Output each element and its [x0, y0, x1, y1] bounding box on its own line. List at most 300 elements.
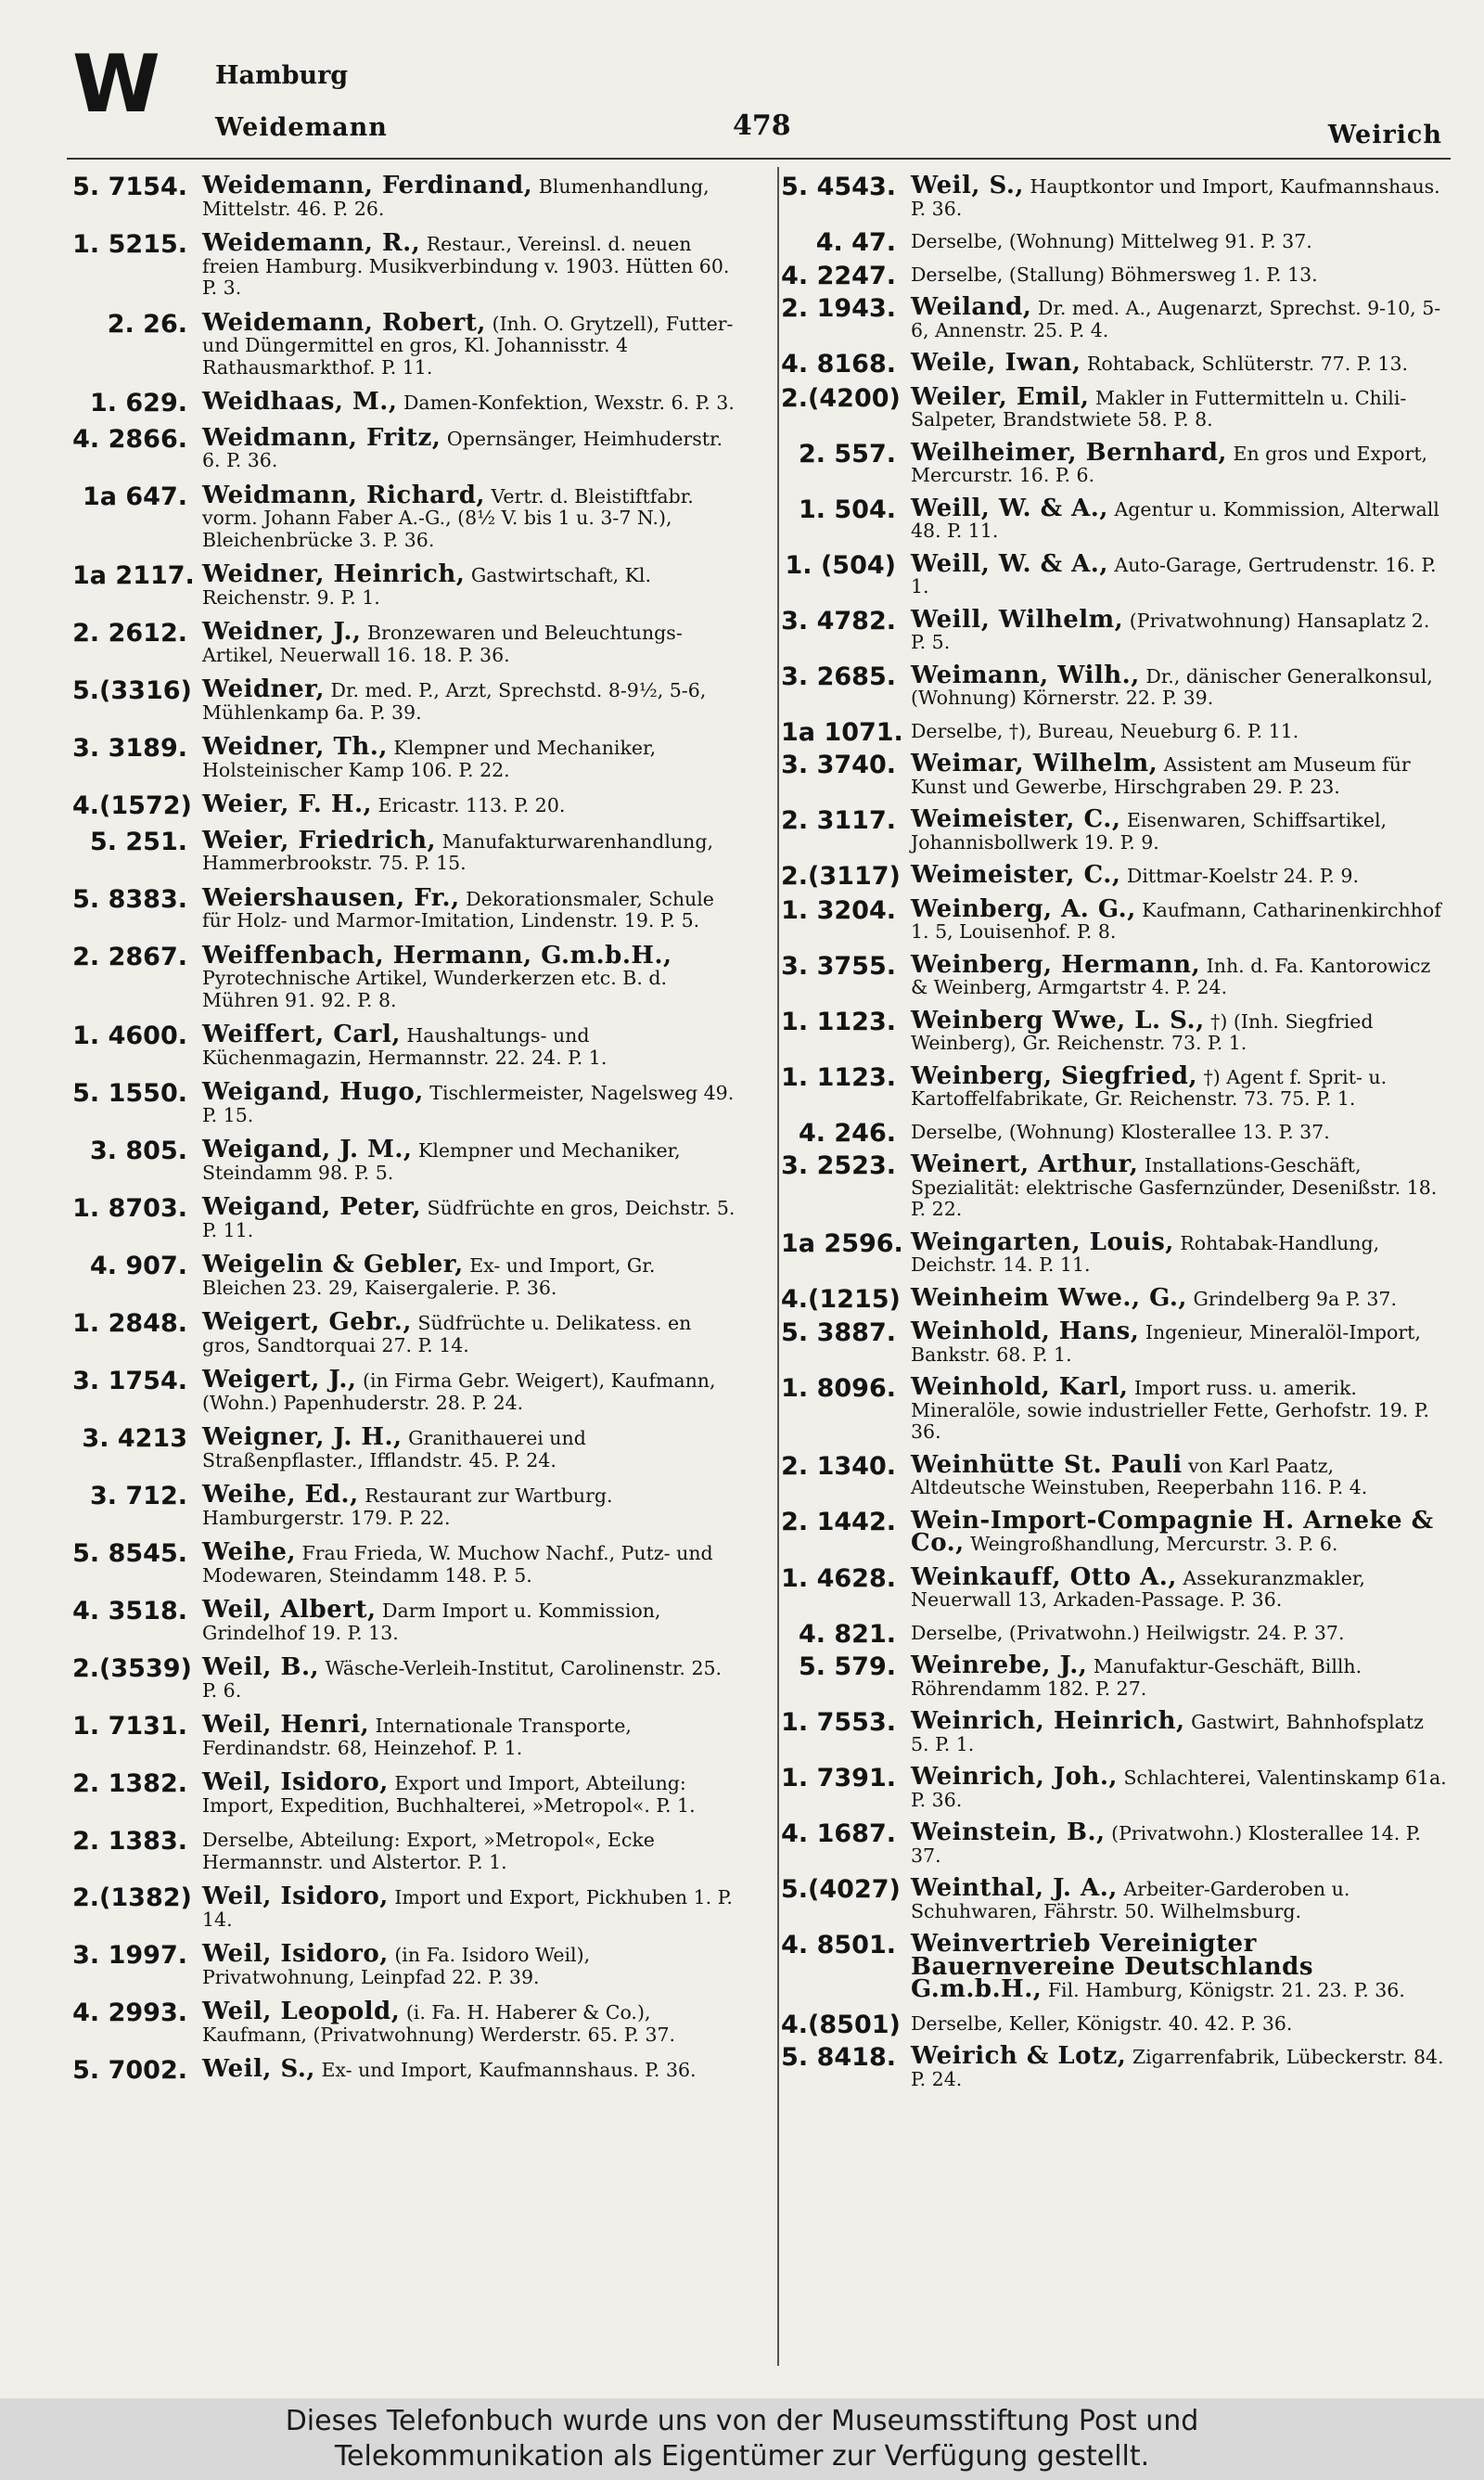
section-letter: W — [72, 38, 157, 131]
entry-text — [911, 495, 1447, 543]
city-name: Hamburg — [215, 61, 349, 90]
footer-line-2: Telekommunikation als Eigentümer zur Verfügung gestellt. — [334, 2440, 1150, 2473]
entry-text — [202, 1482, 742, 1529]
phone-number: 4. 2247. — [781, 261, 896, 290]
subscriber-name: Weinberg, A. G., — [911, 894, 1136, 923]
entry-text — [911, 1652, 1447, 1700]
entry-details: Weingroßhandlung, Mercurstr. 3. P. 6. — [970, 1533, 1338, 1555]
phone-number: 1. 8703. — [72, 1194, 187, 1223]
entry-text — [202, 828, 742, 875]
entry-details: Grindelberg 9a P. 37. — [1193, 1287, 1397, 1310]
phone-number: 1. 3204. — [781, 895, 896, 925]
phone-number: 4.(8501) — [781, 2010, 901, 2039]
footer-notice — [0, 2398, 1484, 2480]
phone-number: 5.(4027) — [781, 1875, 901, 1904]
entry-text — [202, 310, 742, 379]
directory-entry — [72, 1424, 742, 1471]
entry-text — [911, 1875, 1447, 1922]
entry-details: Vertr. d. Bleistiftfabr. vorm. Johann Faber A.-G., (8½ V. bis 1 u. 3-7 N.), Bleichenbrücke 3. P. 36. — [202, 484, 694, 551]
subscriber-name: Weidner, — [202, 675, 325, 703]
last-entry-word: Weirich — [1327, 121, 1442, 149]
entry-text — [202, 1654, 742, 1702]
directory-entry — [781, 2043, 1447, 2090]
entry-details: Dr., dänischer Generalkonsul, (Wohnung) Körnerstr. 22. P. 39. — [911, 664, 1433, 709]
entry-text — [911, 1564, 1447, 1612]
phone-number: 2.(4200) — [781, 383, 901, 413]
entry-details: Südfrüchte en gros, Deichstr. 5. P. 11. — [202, 1197, 736, 1241]
phone-number: 5. 8383. — [72, 884, 187, 914]
subscriber-name: Weil, B., — [202, 1653, 320, 1681]
phone-number: 5.(3316) — [72, 676, 192, 705]
directory-entry — [72, 1482, 742, 1529]
entry-text — [202, 1252, 742, 1299]
directory-entry — [72, 943, 742, 1012]
directory-entry — [72, 1252, 742, 1299]
entry-details: Restaur., Vereinsl. d. neuen freien Hamburg. Musikverbindung v. 1903. Hütten 60. P. 3. — [202, 233, 730, 299]
header-rule — [67, 158, 1451, 160]
entry-details: Makler in Futtermitteln u. Chili-Salpeter, Brandstwiete 58. P. 8. — [911, 386, 1407, 430]
subscriber-name: Weinberg, Hermann, — [911, 950, 1201, 979]
directory-entry — [72, 1022, 742, 1069]
entry-details: Klempner und Mechaniker, Holsteinischer Kamp 106. P. 22. — [202, 737, 657, 781]
entry-details: Hauptkontor und Import, Kaufmannshaus. P. 36. — [911, 175, 1440, 220]
directory-entry — [781, 861, 1447, 891]
phone-number: 5. 7002. — [72, 2056, 187, 2085]
entry-text — [202, 389, 742, 415]
entry-details: Klempner und Mechaniker, Steindamm 98. P. 5. — [202, 1139, 681, 1184]
subscriber-name: Weil, Leopold, — [202, 1998, 401, 2025]
subscriber-name: Weimar, Wilhelm, — [911, 750, 1158, 777]
entry-details: von Karl Paatz, Altdeutsche Weinstuben, Reeperbahn 116. P. 4. — [911, 1454, 1368, 1498]
directory-entry — [72, 1883, 742, 1931]
subscriber-name: Weimeister, C., — [911, 805, 1121, 833]
left-column — [72, 173, 742, 2092]
directory-entry — [72, 2055, 742, 2085]
entry-text — [911, 350, 1447, 376]
directory-entry — [781, 440, 1447, 487]
directory-entry — [781, 261, 1447, 290]
directory-entry — [781, 1374, 1447, 1444]
directory-entry — [72, 173, 742, 220]
footer-line-1: Dieses Telefonbuch wurde uns von der Museumsstiftung Post und — [285, 2405, 1199, 2437]
subscriber-name: Weinheim Wwe., G., — [911, 1283, 1187, 1312]
entry-details: Dekorationsmaler, Schule für Holz- und Marmor-Imitation, Lindenstr. 19. P. 5. — [202, 887, 714, 932]
phone-number: 1. 7391. — [781, 1764, 896, 1793]
phone-number: 3. 2523. — [781, 1151, 896, 1180]
subscriber-name: Weihe, Ed., — [202, 1481, 359, 1509]
directory-entry — [781, 228, 1447, 257]
phone-number: 3. 2685. — [781, 662, 896, 691]
entry-text — [202, 1367, 742, 1414]
directory-entry — [72, 1712, 742, 1759]
entry-text — [202, 1309, 742, 1356]
phone-number: 2.(3539) — [72, 1654, 192, 1683]
directory-entry — [781, 806, 1447, 854]
phone-number: 2. 1382. — [72, 1769, 187, 1798]
entry-text — [202, 885, 742, 932]
entry-details: Arbeiter-Garderoben u. Schuhwaren, Fährstr. 50. Wilhelmsburg. — [911, 1878, 1350, 1922]
subscriber-name: Weil, Henri, — [202, 1711, 370, 1739]
phone-number: 3. 3755. — [781, 951, 896, 981]
entry-text — [911, 228, 1447, 253]
entry-text — [911, 1285, 1447, 1311]
column-divider — [777, 167, 779, 2366]
phone-number: 1. 4628. — [781, 1563, 896, 1593]
subscriber-name: Weidner, Heinrich, — [202, 560, 466, 588]
phone-number: 2. 1442. — [781, 1507, 896, 1536]
entry-text — [202, 1424, 742, 1471]
entry-details: Ingenieur, Mineralöl-Import, Bankstr. 68. P. 1. — [911, 1321, 1421, 1366]
directory-entry — [781, 384, 1447, 431]
phone-number: 3. 3189. — [72, 734, 187, 763]
entry-text — [202, 1769, 742, 1817]
entry-text — [911, 551, 1447, 598]
entry-details: (Privatwohnung) Hansaplatz 2. P. 5. — [911, 609, 1430, 653]
directory-entry — [781, 662, 1447, 710]
entry-text — [202, 1194, 742, 1241]
subscriber-name: Weil, Albert, — [202, 1596, 377, 1624]
page-number: 478 — [733, 109, 791, 142]
phone-number: 1. 2848. — [72, 1309, 187, 1338]
entry-details: Dr. med. A., Augenarzt, Sprechst. 9-10, 5-6, Annenstr. 25. P. 4. — [911, 297, 1441, 341]
entry-text — [911, 1764, 1447, 1811]
entry-text — [911, 173, 1447, 220]
entry-text — [911, 2011, 1447, 2036]
entry-text — [202, 676, 742, 724]
entry-text — [911, 1119, 1447, 1144]
subscriber-name: Weimann, Wilh., — [911, 661, 1140, 689]
phone-number: 4. 3518. — [72, 1597, 187, 1625]
entry-text — [911, 1508, 1447, 1556]
entry-details: Kaufmann, Catharinenkirchhof 1. 5, Louisenhof. P. 8. — [911, 898, 1441, 943]
entry-text — [911, 262, 1447, 287]
subscriber-name: Weil, Isidoro, — [202, 1940, 389, 1968]
phone-number: 3. 3740. — [781, 751, 896, 779]
entry-text — [202, 791, 742, 817]
phone-number: 1a 2596. — [781, 1228, 903, 1258]
phone-number: 4. 8501. — [781, 1931, 896, 1960]
entry-details: (in Fa. Isidoro Weil), Privatwohnung, Leinpfad 22. P. 39. — [202, 1944, 591, 1988]
entry-details: Assekuranzmakler, Neuerwall 13, Arkaden-Passage. P. 36. — [911, 1566, 1365, 1611]
directory-entry — [781, 717, 1447, 747]
subscriber-name: Weinvertrieb Vereinigter Bauernvereine Deutschlands G.m.b.H., — [911, 1930, 1313, 2003]
subscriber-name: Weiffert, Carl, — [202, 1021, 401, 1048]
directory-entry — [781, 1619, 1447, 1649]
entry-details: (Inh. O. Grytzell), Futter- und Düngermittel en gros, Kl. Johannisstr. 4 Rathausmarkthof. P. 11. — [202, 312, 734, 379]
subscriber-name: Weinkauff, Otto A., — [911, 1562, 1177, 1591]
subscriber-name: Weinert, Arthur, — [911, 1150, 1139, 1178]
phone-number: 2.(3117) — [781, 862, 901, 891]
phone-number: 1a 1071. — [781, 717, 903, 747]
phone-number: 1. 7553. — [781, 1708, 896, 1737]
entry-text — [202, 1079, 742, 1126]
directory-entry — [72, 1194, 742, 1241]
subscriber-name: Weinhütte St. Pauli — [911, 1450, 1183, 1479]
entry-details: Ex- und Import, Kaufmannshaus. P. 36. — [321, 2059, 697, 2081]
subscriber-name: Weinrich, Heinrich, — [911, 1707, 1185, 1735]
subscriber-name: Weiland, — [911, 293, 1032, 321]
directory-entry — [72, 790, 742, 820]
directory-entry — [781, 1875, 1447, 1922]
subscriber-name: Weil, Isidoro, — [202, 1768, 389, 1796]
subscriber-name: Weiffenbach, Hermann, G.m.b.H., — [202, 941, 672, 970]
directory-entry — [781, 1708, 1447, 1755]
entry-text — [911, 751, 1447, 798]
entry-details: Frau Frieda, W. Muchow Nachf., Putz- und Modewaren, Steindamm 148. P. 5. — [202, 1542, 713, 1587]
right-column — [781, 173, 1447, 2099]
entry-details: Südfrüchte u. Delikatess. en gros, Sandtorquai 27. P. 14. — [202, 1312, 692, 1356]
entry-text — [911, 440, 1447, 487]
phone-number: 2. 557. — [798, 439, 896, 469]
entry-details: Blumenhandlung, Mittelstr. 46. P. 26. — [202, 175, 710, 220]
subscriber-name: Weigelin & Gebler, — [202, 1251, 464, 1279]
entry-details: Derselbe, (Wohnung) Mittelweg 91. P. 37. — [911, 230, 1312, 252]
subscriber-name: Weill, Wilhelm, — [911, 605, 1124, 634]
directory-entry — [72, 1941, 742, 1988]
directory-entry — [781, 1652, 1447, 1700]
directory-entry — [781, 1063, 1447, 1111]
entry-text — [911, 1452, 1447, 1499]
subscriber-name: Weinhold, Karl, — [911, 1373, 1129, 1401]
phone-number: 2. 1943. — [781, 294, 896, 323]
entry-details: Inh. d. Fa. Kantorowicz & Weinberg, Armgartstr 4. P. 24. — [911, 954, 1431, 998]
directory-entry — [72, 619, 742, 666]
phone-number: 4. 8168. — [781, 350, 896, 379]
entry-details: Zigarrenfabrik, Lübeckerstr. 84. P. 24. — [911, 2046, 1444, 2090]
phone-number: 1. 4600. — [72, 1022, 187, 1050]
entry-text — [911, 1620, 1447, 1645]
directory-entry — [72, 230, 742, 300]
subscriber-name: Weigand, J. M., — [202, 1136, 413, 1163]
directory-entry — [781, 173, 1447, 220]
phone-number: 2. 3117. — [781, 806, 896, 835]
entry-details: Gastwirt, Bahnhofsplatz 5. P. 1. — [911, 1711, 1424, 1755]
phone-number: 3. 4782. — [781, 606, 896, 636]
entry-text — [202, 943, 742, 1012]
directory-entry — [72, 1998, 742, 2046]
subscriber-name: Weil, Isidoro, — [202, 1882, 389, 1910]
subscriber-name: Weil, S., — [202, 2055, 315, 2083]
entry-text — [911, 2043, 1447, 2090]
entry-details: Derselbe, †), Bureau, Neueburg 6. P. 11. — [911, 719, 1299, 742]
phone-number: 4. 821. — [798, 1619, 896, 1649]
directory-entry — [72, 828, 742, 875]
subscriber-name: Weier, Friedrich, — [202, 826, 437, 855]
entry-text — [202, 1883, 742, 1931]
entry-details: Dittmar-Koelstr 24. P. 9. — [1126, 865, 1359, 887]
directory-entry — [72, 1309, 742, 1356]
phone-number: 4.(1215) — [781, 1284, 901, 1314]
directory-entry — [781, 1229, 1447, 1277]
directory-entry — [781, 751, 1447, 798]
subscriber-name: Weier, F. H., — [202, 790, 373, 818]
entry-text — [202, 1539, 742, 1587]
subscriber-name: Weidemann, R., — [202, 229, 421, 257]
entry-details: Damen-Konfektion, Wexstr. 6. P. 3. — [403, 392, 735, 414]
directory-entry — [781, 952, 1447, 999]
phone-number: 4. 246. — [798, 1118, 896, 1148]
subscriber-name: Weigand, Peter, — [202, 1193, 422, 1221]
phone-number: 1. 1123. — [781, 1062, 896, 1092]
phone-number: 1. (504) — [785, 550, 896, 580]
entry-text — [911, 607, 1447, 654]
entry-details: Granithauerei und Straßenpflaster., Ifflandstr. 45. P. 24. — [202, 1427, 586, 1471]
entry-text — [202, 2056, 742, 2082]
entry-text — [911, 718, 1447, 743]
entry-text — [202, 425, 742, 472]
phone-number: 2. 2867. — [72, 942, 187, 971]
directory-entry — [781, 551, 1447, 598]
phone-number: 1a 2117. — [72, 561, 195, 590]
entry-text — [911, 1819, 1447, 1867]
entry-text — [202, 482, 742, 552]
entry-details: Derselbe, Abteilung: Export, »Metropol«, Ecke Hermannstr. und Alstertor. P. 1. — [202, 1829, 655, 1873]
entry-text — [202, 1597, 742, 1644]
entry-details: Rohtabak-Handlung, Deichstr. 14. P. 11. — [911, 1231, 1380, 1276]
subscriber-name: Weimeister, C., — [911, 861, 1121, 889]
directory-entry — [781, 1819, 1447, 1867]
entry-details: (Privatwohn.) Klosterallee 14. P. 37. — [911, 1822, 1421, 1867]
subscriber-name: Wein-Import-Compagnie H. Arneke & Co., — [911, 1506, 1434, 1557]
phone-number: 1. 629. — [89, 389, 187, 418]
directory-entry — [781, 1564, 1447, 1612]
entry-text — [911, 662, 1447, 710]
directory-entry — [72, 1827, 742, 1873]
phone-number: 1a 647. — [82, 482, 187, 511]
directory-entry — [781, 495, 1447, 543]
directory-entry — [781, 2010, 1447, 2039]
subscriber-name: Weirich & Lotz, — [911, 2042, 1127, 2070]
entry-text — [911, 862, 1447, 888]
phone-number: 5. 4543. — [781, 173, 896, 201]
directory-entry — [781, 1931, 1447, 2002]
directory-entry — [72, 734, 742, 781]
directory-entry — [72, 1654, 742, 1702]
directory-entry — [781, 896, 1447, 944]
directory-entry — [781, 1283, 1447, 1314]
phone-number: 5. 7154. — [72, 173, 187, 201]
directory-entry — [72, 676, 742, 724]
entry-text — [202, 173, 742, 220]
phone-number: 2. 1383. — [72, 1827, 187, 1856]
phone-number: 5. 1550. — [72, 1079, 187, 1108]
subscriber-name: Weihe, — [202, 1538, 296, 1566]
entry-text — [202, 1827, 742, 1873]
entry-text — [911, 1708, 1447, 1755]
phone-number: 3. 4213 — [82, 1424, 187, 1453]
entry-details: Gastwirtschaft, Kl. Reichenstr. 9. P. 1. — [202, 564, 651, 609]
entry-text — [202, 1712, 742, 1759]
entry-text — [911, 1374, 1447, 1444]
subscriber-name: Weill, W. & A., — [911, 549, 1108, 578]
entry-details: Internationale Transporte, Ferdinandstr. 68, Heinzehof. P. 1. — [202, 1715, 632, 1759]
subscriber-name: Weidemann, Robert, — [202, 308, 486, 337]
subscriber-name: Weinthal, J. A., — [911, 1874, 1118, 1902]
entry-details: (i. Fa. H. Haberer & Co.), Kaufmann, (Privatwohnung) Werderstr. 65. P. 37. — [202, 2001, 676, 2046]
phone-number: 1. 8096. — [781, 1374, 896, 1403]
directory-entry — [72, 885, 742, 932]
entry-text — [202, 619, 742, 666]
entry-text — [911, 952, 1447, 999]
directory-entry — [72, 1137, 742, 1184]
directory-entry — [781, 1008, 1447, 1055]
subscriber-name: Weigand, Hugo, — [202, 1078, 424, 1106]
entry-text — [911, 1063, 1447, 1111]
phone-number: 4. 1687. — [781, 1819, 896, 1848]
phone-number: 4. 2866. — [72, 424, 187, 454]
entry-text — [202, 561, 742, 609]
phone-number: 5. 579. — [798, 1652, 896, 1681]
directory-entry — [781, 1452, 1447, 1499]
subscriber-name: Weigert, Gebr., — [202, 1308, 412, 1336]
entry-text — [202, 1941, 742, 1988]
entry-details: Agentur u. Kommission, Alterwall 48. P. 11. — [911, 497, 1439, 542]
phone-number: 1. 5215. — [72, 230, 187, 259]
entry-details: Eisenwaren, Schiffsartikel, Johannisbollwerk 19. P. 9. — [911, 809, 1388, 854]
directory-entry — [781, 1318, 1447, 1366]
phone-number: 4. 2993. — [72, 1998, 187, 2027]
phone-number: 2.(1382) — [72, 1883, 192, 1912]
directory-entry — [72, 1079, 742, 1126]
entry-details: Pyrotechnische Artikel, Wunderkerzen etc. B. d. Mühren 91. 92. P. 8. — [202, 967, 668, 1011]
phone-number: 2. 1340. — [781, 1451, 896, 1481]
subscriber-name: Weidner, J., — [202, 618, 362, 646]
entry-details: †) Agent f. Sprit- u. Kartoffelfabrikate, Gr. Reichenstr. 73. 75. P. 1. — [911, 1065, 1388, 1110]
entry-details: Manufakturwarenhandlung, Hammerbrookstr. 75. P. 15. — [202, 829, 714, 874]
directory-entry — [72, 388, 742, 418]
directory-entry — [781, 1118, 1447, 1148]
entry-details: Ex- und Import, Gr. Bleichen 23. 29, Kaisergalerie. P. 36. — [202, 1254, 656, 1299]
subscriber-name: Weidemann, Ferdinand, — [202, 172, 533, 199]
entry-text — [911, 1318, 1447, 1366]
directory-entry — [72, 1367, 742, 1414]
entry-details: Tischlermeister, Nagelsweg 49. P. 15. — [202, 1082, 735, 1126]
subscriber-name: Weigert, J., — [202, 1366, 357, 1394]
phone-number: 2. 26. — [107, 309, 187, 339]
entry-text — [911, 294, 1447, 341]
entry-text — [202, 230, 742, 300]
subscriber-name: Weinstein, B., — [911, 1818, 1106, 1846]
subscriber-name: Weill, W. & A., — [911, 494, 1108, 522]
entry-details: Import und Export, Pickhuben 1. P. 14. — [202, 1886, 733, 1931]
subscriber-name: Weiershausen, Fr., — [202, 883, 460, 912]
entry-text — [911, 1931, 1447, 2002]
directory-entry — [781, 607, 1447, 654]
entry-text — [911, 806, 1447, 854]
subscriber-name: Weinberg, Siegfried, — [911, 1061, 1198, 1090]
entry-details: Bronzewaren und Beleuchtungs-Artikel, Neuerwall 16. 18. P. 36. — [202, 622, 683, 666]
phone-number: 1. 504. — [798, 495, 896, 524]
entry-text — [202, 734, 742, 781]
phone-number: 1. 1123. — [781, 1007, 896, 1036]
entry-details: (in Firma Gebr. Weigert), Kaufmann, (Wohn.) Papenhuderstr. 28. P. 24. — [202, 1369, 716, 1414]
entry-details: Export und Import, Abteilung: Import, Expedition, Buchhalterei, »Metropol«. P. 1. — [202, 1772, 696, 1817]
phone-number: 4.(1572) — [72, 791, 192, 820]
entry-details: Derselbe, Keller, Königstr. 40. 42. P. 36. — [911, 2011, 1293, 2035]
phone-number: 5. 8418. — [781, 2043, 896, 2072]
directory-entry — [72, 482, 742, 552]
subscriber-name: Weinrebe, J., — [911, 1651, 1088, 1679]
entry-details: Manufaktur-Geschäft, Billh. Röhrendamm 182. P. 27. — [911, 1655, 1362, 1700]
directory-entry — [72, 425, 742, 472]
entry-details: Derselbe, (Wohnung) Klosterallee 13. P. 37. — [911, 1120, 1330, 1143]
subscriber-name: Weingarten, Louis, — [911, 1227, 1174, 1256]
first-entry-word: Weidemann — [215, 113, 388, 142]
subscriber-name: Weile, Iwan, — [911, 349, 1081, 377]
phone-number: 4. 907. — [89, 1252, 187, 1280]
entry-details: Dr. med. P., Arzt, Sprechstd. 8-9½, 5-6, Mühlenkamp 6a. P. 39. — [202, 679, 707, 724]
entry-details: Fil. Hamburg, Königstr. 21. 23. P. 36. — [1047, 1979, 1405, 2001]
